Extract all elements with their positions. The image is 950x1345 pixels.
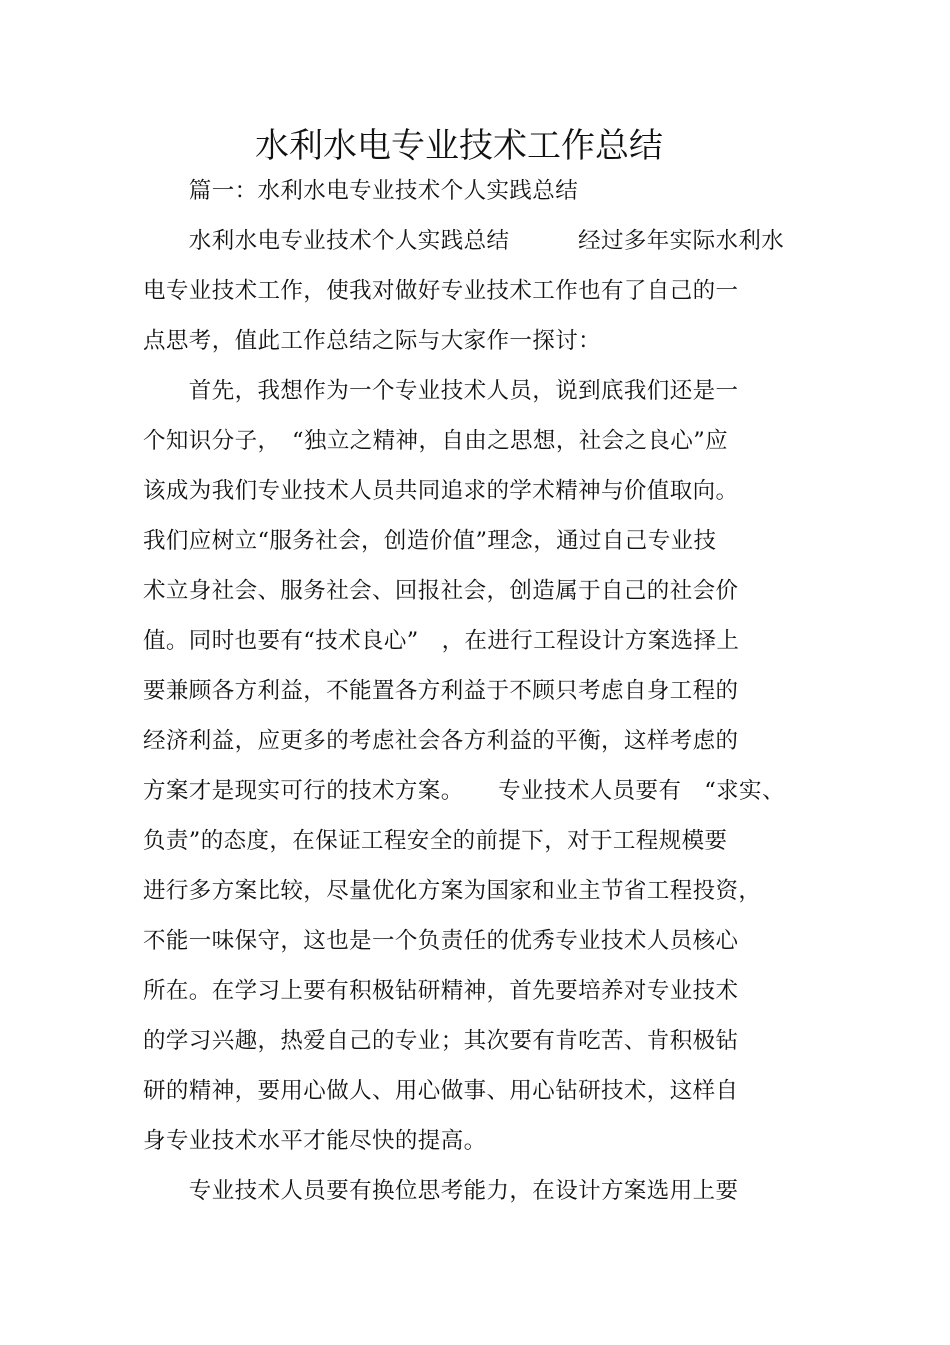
text-line: 要兼顾各方利益，不能置各方利益于不顾只考虑自身工程的 <box>143 678 739 704</box>
text-line: 身专业技术水平才能尽快的提高。 <box>143 1128 487 1154</box>
text-line: 进行多方案比较，尽量优化方案为国家和业主节省工程投资， <box>143 878 762 904</box>
text-line: 研的精神，要用心做人、用心做事、用心钻研技术，这样自 <box>143 1078 739 1104</box>
text-line: 个知识分子， “独立之精神，自由之思想，社会之良心”应 <box>143 428 729 454</box>
text-line: 电专业技术工作，使我对做好专业技术工作也有了自己的一 <box>143 278 739 304</box>
text-line: 方案才是现实可行的技术方案。 专业技术人员要有 “求实、 <box>143 778 785 804</box>
text-line: 专业技术人员要有换位思考能力，在设计方案选用上要 <box>143 1178 739 1204</box>
text-line: 点思考，值此工作总结之际与大家作一探讨： <box>143 328 602 354</box>
text-line: 值。同时也要有“技术良心” ，在进行工程设计方案选择上 <box>143 628 740 654</box>
text-line: 首先，我想作为一个专业技术人员，说到底我们还是一 <box>143 378 739 404</box>
text-line: 该成为我们专业技术人员共同追求的学术精神与价值取向。 <box>143 478 739 504</box>
text-line: 经济利益，应更多的考虑社会各方利益的平衡，这样考虑的 <box>143 728 739 754</box>
text-line: 我们应树立“服务社会，创造价值”理念，通过自己专业技 <box>143 528 717 554</box>
text-line: 水利水电专业技术个人实践总结 经过多年实际水利水 <box>143 228 785 254</box>
text-line: 术立身社会、服务社会、回报社会，创造属于自己的社会价 <box>143 578 739 604</box>
text-line: 负责”的态度，在保证工程安全的前提下，对于工程规模要 <box>143 828 728 854</box>
text-line: 篇一：水利水电专业技术个人实践总结 <box>143 178 579 204</box>
text-line: 的学习兴趣，热爱自己的专业；其次要有肯吃苦、肯积极钻 <box>143 1028 739 1054</box>
text-line: 所在。在学习上要有积极钻研精神，首先要培养对专业技术 <box>143 978 739 1004</box>
text-line: 不能一味保守，这也是一个负责任的优秀专业技术人员核心 <box>143 928 739 954</box>
document-title: 水利水电专业技术工作总结 <box>255 126 663 166</box>
